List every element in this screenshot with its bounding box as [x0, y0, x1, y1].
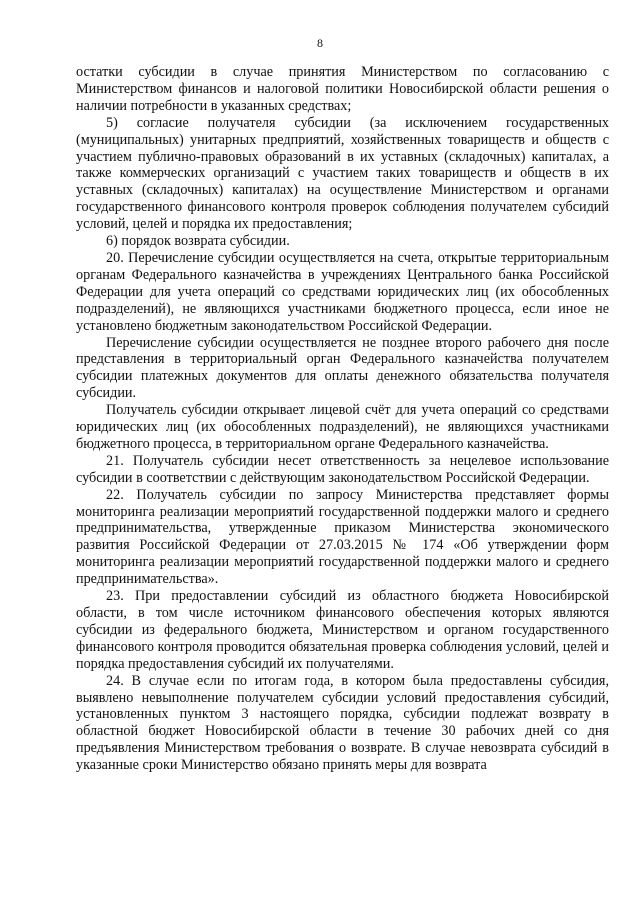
paragraph-clause-22: 22. Получатель субсидии по запросу Министерства представляет формы мониторинга реализации мероприятий государственной поддержки малого и среднего предпринимательства, утвержденные приказом Министерства экономического развития Российской Федерации от 27.03.2015 № 174 «Об утверждении форм мониторинга реализации мероприятий государственной поддержки малого и среднего предпринимательства».	[76, 486, 609, 588]
paragraph-clause-21: 21. Получатель субсидии несет ответственность за нецелевое использование субсидии в соответствии с действующим законодательством Российской Федерации.	[76, 452, 609, 486]
paragraph-clause-23: 23. При предоставлении субсидий из областного бюджета Новосибирской области, в том числе источником финансового обеспечения которых являются субсидии из федерального бюджета, Министерством и органом государственного финансового контроля проводится обязательная проверка соблюдения условий, целей и порядка предоставления субсидий их получателями.	[76, 588, 609, 672]
paragraph-clause-24: 24. В случае если по итогам года, в котором была предоставлены субсидия, выявлено невыполнение получателем субсидии условий предоставления субсидий, установленных пунктом 3 настоящего порядка, субсидии подлежат возврату в областной бюджет Новосибирской области в течение 30 рабочих дней со дня предъявления Министерством требования о возврате. В случае невозврата субсидий в указанные сроки Министерство обязано принять меры для возврата	[76, 672, 609, 774]
paragraph-clause-20: 20. Перечисление субсидии осуществляется на счета, открытые территориальным органам Федерального казначейства в учреждениях Центрального банка Российской Федерации для учета операций со средствами юридических лиц (их обособленных подразделений), не являющихся участниками бюджетного процесса, если иное не установлено бюджетным законодательством Российской Федерации.	[76, 249, 609, 334]
paragraph-continuation: остатки субсидии в случае принятия Министерством по согласованию с Министерством финансов и налоговой политики Новосибирской области решения о наличии потребности в указанных средствах;	[76, 64, 609, 114]
document-body	[76, 64, 609, 774]
paragraph-item-6: 6) порядок возврата субсидии.	[106, 233, 290, 250]
paragraph-item-5: 5) согласие получателя субсидии (за исключением государственных (муниципальных) унитарных предприятий, хозяйственных товариществ и обществ с участием публично-правовых образований в их уставных (складочных) капиталах, а также коммерческих организаций с участием таких товариществ и обществ в их уставных (складочных) капиталах) на осуществление Министерством и органами государственного финансового контроля проверок соблюдения получателем субсидий условий, целей и порядка их предоставления;	[76, 114, 609, 233]
paragraph-transfer-deadline: Перечисление субсидии осуществляется не позднее второго рабочего дня после представления в территориальный орган Федерального казначейства получателем субсидии платежных документов для оплаты денежного обязательства получателя субсидии.	[76, 334, 609, 402]
paragraph-personal-account: Получатель субсидии открывает лицевой счёт для учета операций со средствами юридических лиц (их обособленных подразделений), не являющихся участниками бюджетного процесса, в территориальном органе Федерального казначейства.	[76, 402, 609, 452]
page-number: 8	[317, 36, 323, 50]
